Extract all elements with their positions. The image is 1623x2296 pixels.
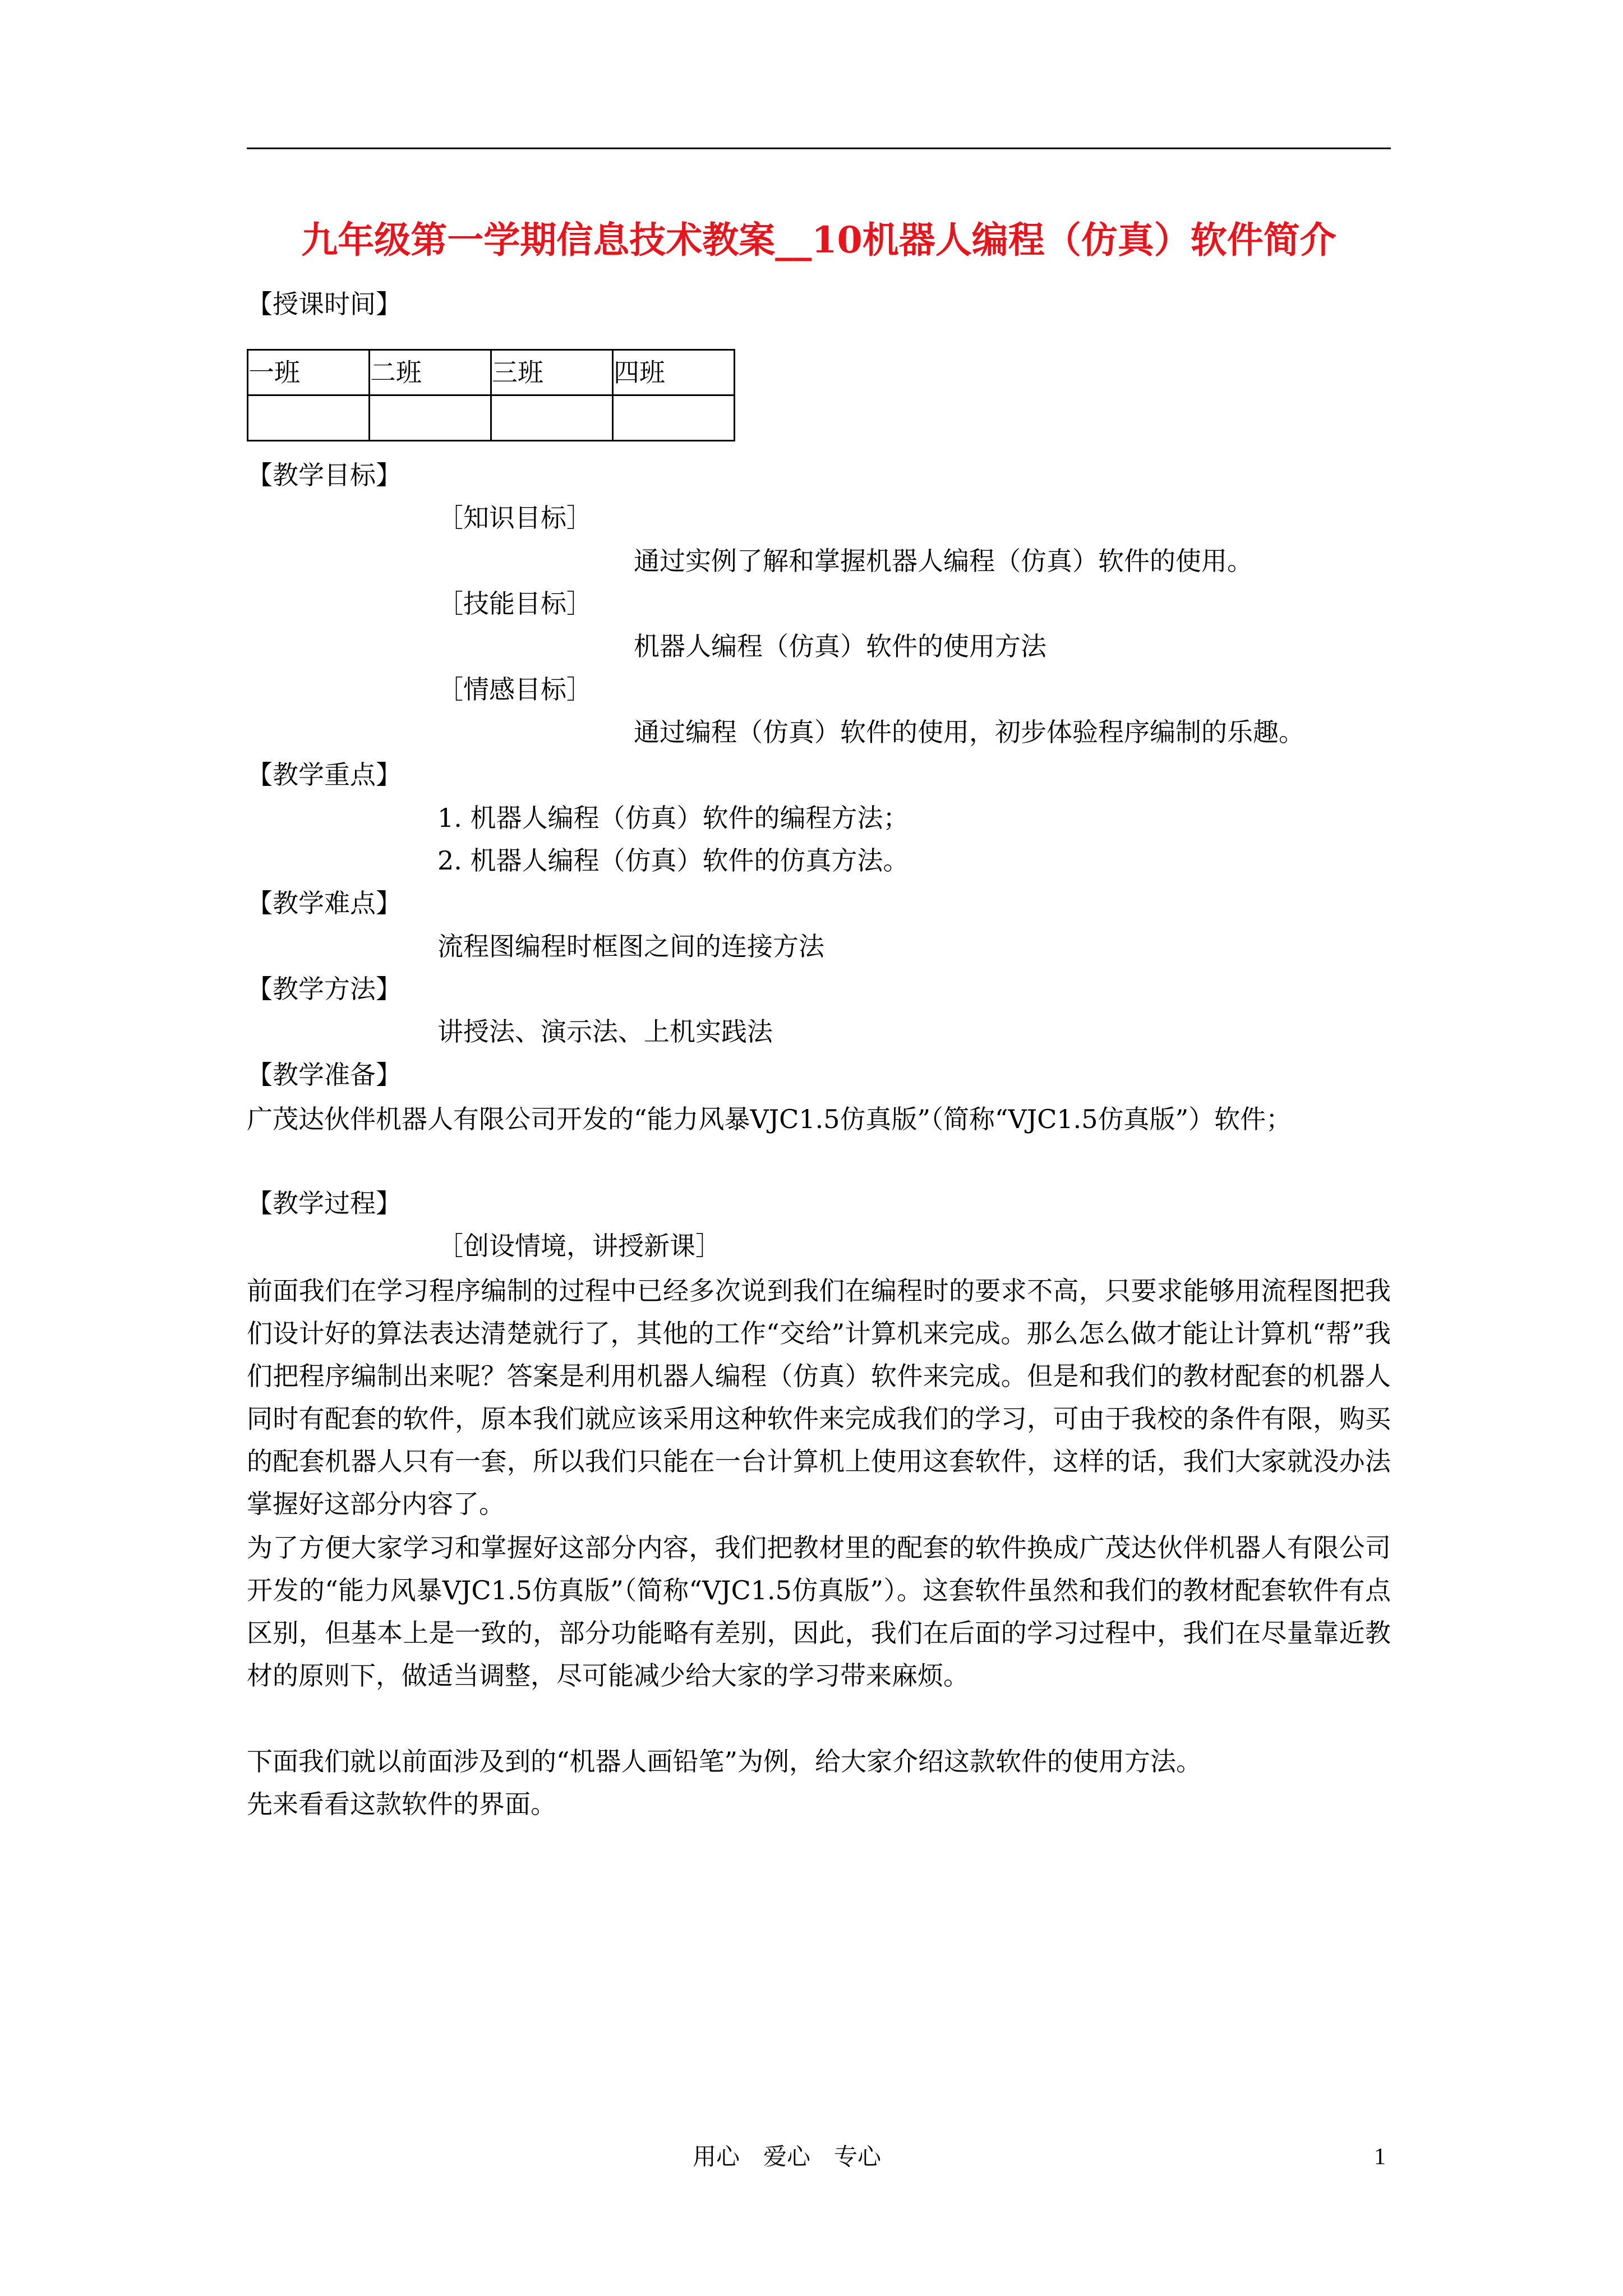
- process-subheading: ［创设情境，讲授新课］: [437, 1231, 721, 1261]
- key-points-heading: 【教学重点】: [247, 760, 402, 790]
- schedule-value-cell: [248, 395, 370, 441]
- schedule-value-row: [248, 395, 735, 441]
- difficulties-text: 流程图编程时框图之间的连接方法: [437, 931, 824, 961]
- schedule-value-cell: [491, 395, 613, 441]
- methods-text: 讲授法、演示法、上机实践法: [437, 1016, 773, 1047]
- schedule-value-cell: [370, 395, 491, 441]
- page-number: 1: [1374, 2144, 1386, 2170]
- key-point-item: 1. 机器人编程（仿真）软件的编程方法；: [437, 803, 909, 833]
- page-title: 九年级第一学期信息技术教案__10机器人编程（仿真）软件简介: [301, 219, 1336, 261]
- key-point-item: 2. 机器人编程（仿真）软件的仿真方法。: [437, 845, 909, 876]
- schedule-value-cell: [613, 395, 735, 441]
- schedule-heading: 【授课时间】: [247, 289, 402, 319]
- emotion-objective-text: 通过编程（仿真）软件的使用，初步体验程序编制的乐趣。: [634, 717, 1304, 747]
- schedule-header-cell: 三班: [491, 350, 613, 395]
- knowledge-objective-label: ［知识目标］: [437, 503, 592, 533]
- skill-objective-text: 机器人编程（仿真）软件的使用方法: [634, 631, 1046, 661]
- footer-slogan: 用心 爱心 专心: [693, 2143, 882, 2170]
- schedule-header-cell: 二班: [370, 350, 491, 395]
- process-heading: 【教学过程】: [247, 1188, 402, 1218]
- schedule-header-row: [248, 350, 735, 395]
- knowledge-objective-text: 通过实例了解和掌握机器人编程（仿真）软件的使用。: [634, 546, 1253, 576]
- schedule-header-cell: 一班: [248, 350, 370, 395]
- methods-heading: 【教学方法】: [247, 974, 402, 1004]
- process-paragraph: 先来看看这款软件的界面。: [247, 1789, 556, 1819]
- skill-objective-label: ［技能目标］: [437, 588, 592, 619]
- objectives-heading: 【教学目标】: [247, 460, 402, 490]
- schedule-table: [247, 349, 735, 441]
- process-paragraph: 下面我们就以前面涉及到的“机器人画铅笔”为例，给大家介绍这款软件的使用方法。: [247, 1746, 1202, 1777]
- preparation-text: 广茂达伙伴机器人有限公司开发的“能力风暴VJC1.5仿真版”（简称“VJC1.5仿真版”）软件；: [247, 1104, 1292, 1134]
- header-rule: [247, 148, 1391, 149]
- difficulties-heading: 【教学难点】: [247, 888, 402, 918]
- preparation-heading: 【教学准备】: [247, 1060, 402, 1090]
- schedule-header-cell: 四班: [613, 350, 735, 395]
- emotion-objective-label: ［情感目标］: [437, 674, 592, 705]
- process-paragraph: 为了方便大家学习和掌握好这部分内容，我们把教材里的配套的软件换成广茂达伙伴机器人有限公司开发的“能力风暴VJC1.5仿真版”（简称“VJC1.5仿真版”）。这套软件虽然和我们的教材配套软件有点区别，但基本上是一致的，部分功能略有差别，因此，我们在后面的学习过程中，我们在尽量靠近教材的原则下，做适当调整，尽可能减少给大家的学习带来麻烦。: [247, 1533, 1391, 1691]
- process-paragraph: 前面我们在学习程序编制的过程中已经多次说到我们在编程时的要求不高，只要求能够用流程图把我们设计好的算法表达清楚就行了，其他的工作“交给”计算机来完成。那么怎么做才能让计算机“帮”我们把程序编制出来呢？答案是利用机器人编程（仿真）软件来完成。但是和我们的教材配套的机器人同时有配套的软件，原本我们就应该采用这种软件来完成我们的学习，可由于我校的条件有限，购买的配套机器人只有一套，所以我们只能在一台计算机上使用这套软件，这样的话，我们大家就没办法掌握好这部分内容了。: [247, 1276, 1391, 1519]
